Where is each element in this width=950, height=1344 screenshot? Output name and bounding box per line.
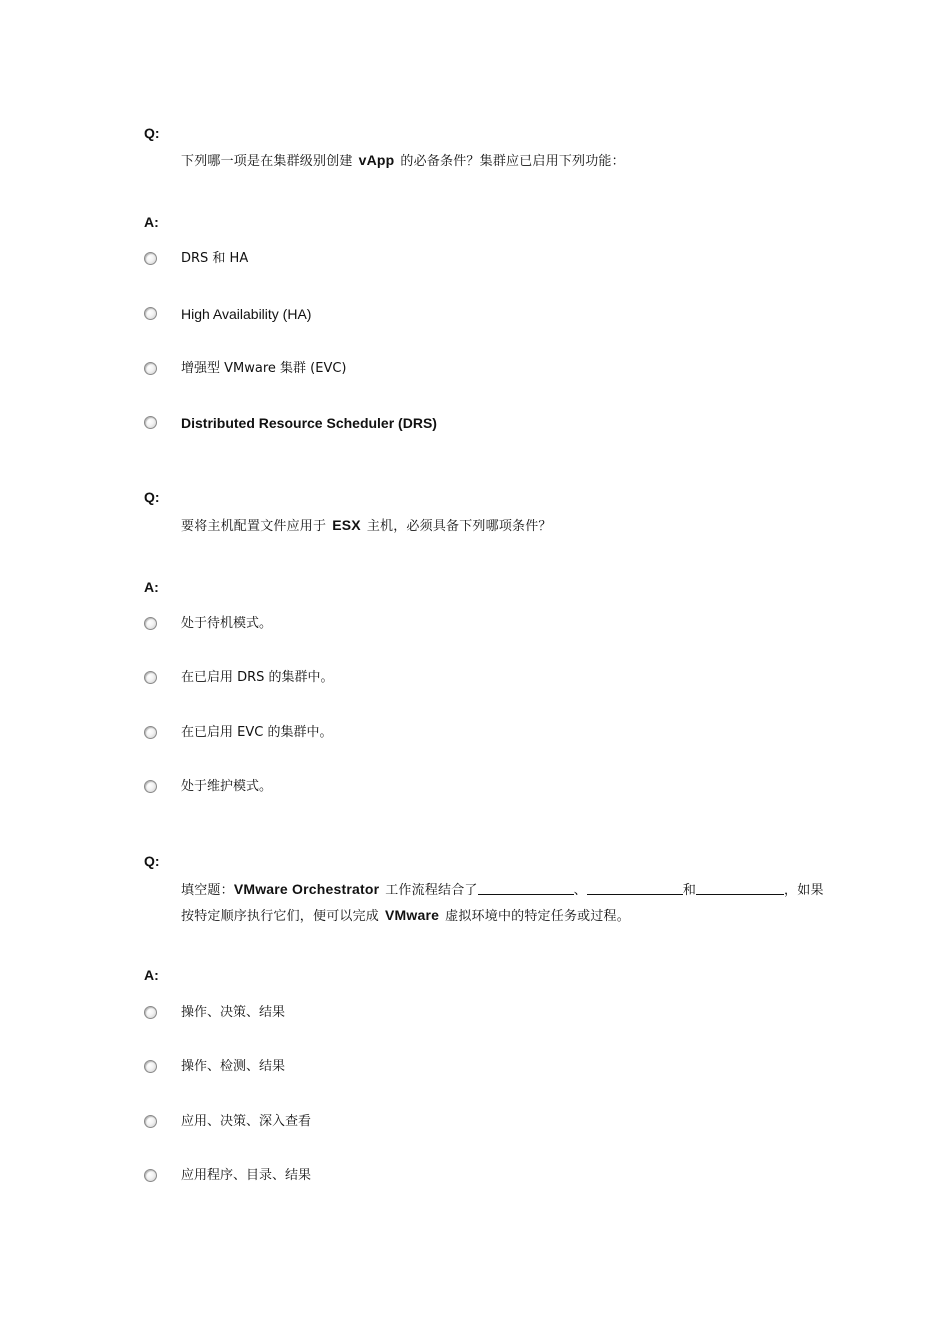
- radio-icon[interactable]: [144, 1060, 157, 1073]
- radio-icon[interactable]: [144, 416, 157, 429]
- answer-option[interactable]: [144, 780, 844, 802]
- fill-blank: [696, 880, 784, 895]
- answer-option[interactable]: [144, 1115, 844, 1137]
- fill-blank: [587, 880, 683, 895]
- answer-option-label: 应用程序、目录、结果: [181, 1168, 312, 1183]
- question-text-bold: VMware Orchestrator: [233, 881, 380, 897]
- answer-option[interactable]: [144, 617, 844, 639]
- question-text: [181, 513, 833, 539]
- radio-icon[interactable]: [144, 1115, 157, 1128]
- question-label: Q:: [144, 853, 160, 869]
- question-text-part: 工作流程结合了: [385, 883, 478, 898]
- answer-option[interactable]: [144, 307, 844, 329]
- answer-option-label: 操作、决策、结果: [181, 1005, 286, 1020]
- question-text: [181, 877, 833, 929]
- question-label: Q:: [144, 489, 160, 505]
- answer-option-label: 增强型 VMware 集群 (EVC): [181, 361, 347, 376]
- answer-label: A:: [144, 579, 159, 595]
- question-text-bold: VMware: [385, 907, 440, 923]
- answer-option[interactable]: [144, 252, 844, 274]
- question-text-bold: ESX: [332, 517, 361, 533]
- radio-icon[interactable]: [144, 617, 157, 630]
- question-text-sep: 和: [682, 883, 697, 898]
- answer-option[interactable]: [144, 671, 844, 693]
- answer-option[interactable]: [144, 726, 844, 748]
- answer-option-label: Distributed Resource Scheduler (DRS): [181, 415, 437, 431]
- question-text-sep: 、: [573, 883, 587, 898]
- answer-option-label: 处于维护模式。: [181, 779, 273, 794]
- radio-icon[interactable]: [144, 780, 157, 793]
- radio-icon[interactable]: [144, 1006, 157, 1019]
- question-label: Q:: [144, 125, 160, 141]
- question-text-part: 主机，必须具备下列哪项条件？: [366, 519, 552, 534]
- answer-label: A:: [144, 214, 159, 230]
- radio-icon[interactable]: [144, 362, 157, 375]
- radio-icon[interactable]: [144, 1169, 157, 1182]
- answer-option[interactable]: [144, 362, 844, 384]
- question-text-part: 要将主机配置文件应用于: [181, 519, 327, 534]
- question-text-part: 虚拟环境中的特定任务或过程。: [445, 909, 630, 924]
- answer-option-label: DRS 和 HA: [181, 251, 249, 266]
- question-text: [181, 148, 833, 174]
- question-text-bold: vApp: [358, 152, 395, 168]
- answer-option-label: High Availability (HA): [181, 306, 312, 322]
- question-text-part: 填空题：: [181, 883, 234, 898]
- question-text-part: 下列哪一项是在集群级别创建: [181, 154, 353, 169]
- answer-option[interactable]: [144, 416, 844, 438]
- answer-option-label: 操作、检测、结果: [181, 1059, 286, 1074]
- radio-icon[interactable]: [144, 726, 157, 739]
- question-text-part: ，如果按特定顺序执行它们，便可以完成: [181, 883, 824, 924]
- question-text-part: 的必备条件？集群应已启用下列功能：: [400, 154, 625, 169]
- answer-option[interactable]: [144, 1060, 844, 1082]
- answer-option-label: 处于待机模式。: [181, 616, 273, 631]
- fill-blank: [478, 880, 574, 895]
- answer-option-label: 应用、决策、深入查看: [181, 1114, 312, 1129]
- answer-option[interactable]: [144, 1169, 844, 1191]
- answer-option-label: 在已启用 EVC 的集群中。: [181, 725, 333, 740]
- answer-option[interactable]: [144, 1006, 844, 1028]
- radio-icon[interactable]: [144, 252, 157, 265]
- answer-label: A:: [144, 967, 159, 983]
- radio-icon[interactable]: [144, 307, 157, 320]
- answer-option-label: 在已启用 DRS 的集群中。: [181, 670, 334, 685]
- radio-icon[interactable]: [144, 671, 157, 684]
